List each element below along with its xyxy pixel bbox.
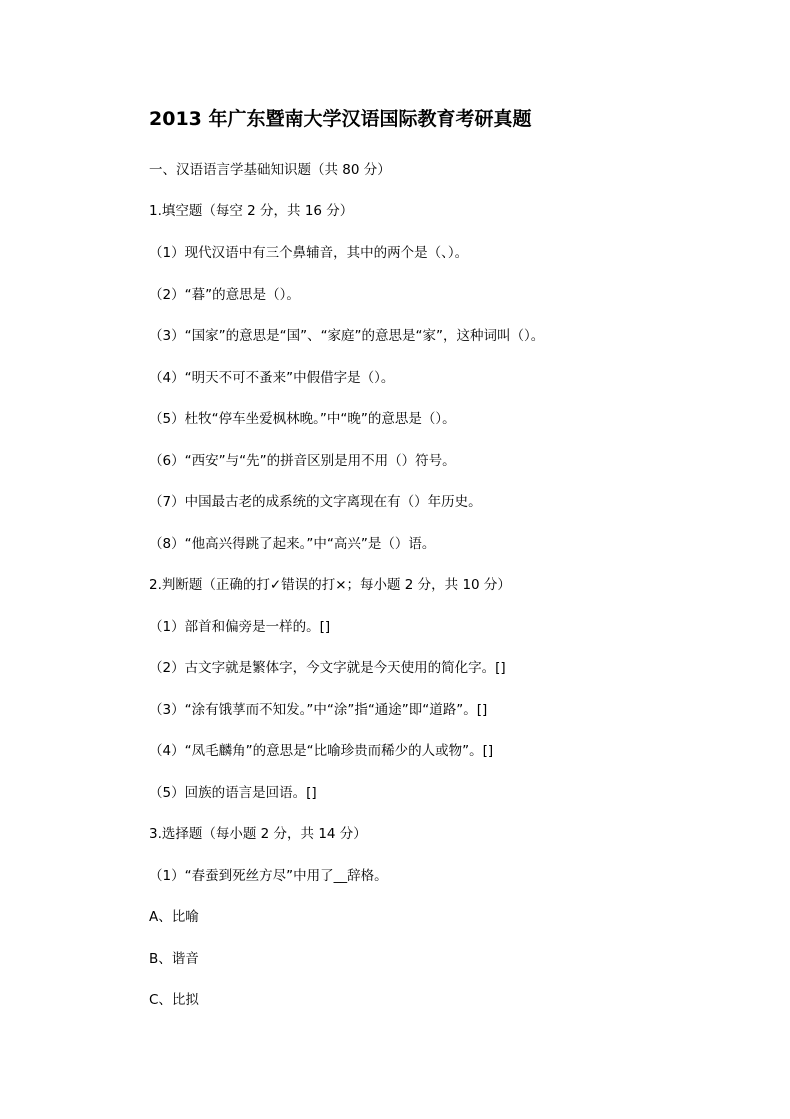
answer-option: A、比喻 [149,909,199,925]
question-item: （8）“他高兴得跳了起来。”中“高兴”是（）语。 [149,536,436,552]
answer-option: B、谐音 [149,951,199,967]
question-group-heading: 2.判断题（正确的打✓错误的打×；每小题 2 分，共 10 分） [149,577,511,593]
question-item: （5）回族的语言是回语。[] [149,785,317,801]
question-item: （7）中国最古老的成系统的文字离现在有（）年历史。 [149,494,482,510]
question-item: （1）“春蚕到死丝方尽”中用了__辞格。 [149,868,388,884]
question-item: （2）“暮”的意思是（）。 [149,287,300,303]
question-item: （1）现代汉语中有三个鼻辅音，其中的两个是（、）。 [149,245,469,261]
question-group-heading: 3.选择题（每小题 2 分，共 14 分） [149,826,367,842]
question-group-heading: 1.填空题（每空 2 分，共 16 分） [149,203,354,219]
answer-option: C、比拟 [149,992,199,1008]
question-item: （3）“国家”的意思是“国”、“家庭”的意思是“家”，这种词叫（）。 [149,328,545,344]
question-item: （4）“凤毛麟角”的意思是“比喻珍贵而稀少的人或物”。[] [149,743,494,759]
section-heading: 一、汉语语言学基础知识题（共 80 分） [149,162,391,178]
question-item: （5）杜牧“停车坐爱枫林晚。”中“晚”的意思是（）。 [149,411,456,427]
question-item: （3）“涂有饿莩而不知发。”中“涂”指“通途”即“道路”。[] [149,702,488,718]
question-item: （6）“西安”与“先”的拼音区别是用不用（）符号。 [149,453,456,469]
question-item: （1）部首和偏旁是一样的。[] [149,619,331,635]
question-item: （2）古文字就是繁体字，今文字就是今天使用的简化字。[] [149,660,506,676]
question-item: （4）“明天不可不蚤来”中假借字是（）。 [149,370,395,386]
document-title: 2013 年广东暨南大学汉语国际教育考研真题 [149,108,532,130]
